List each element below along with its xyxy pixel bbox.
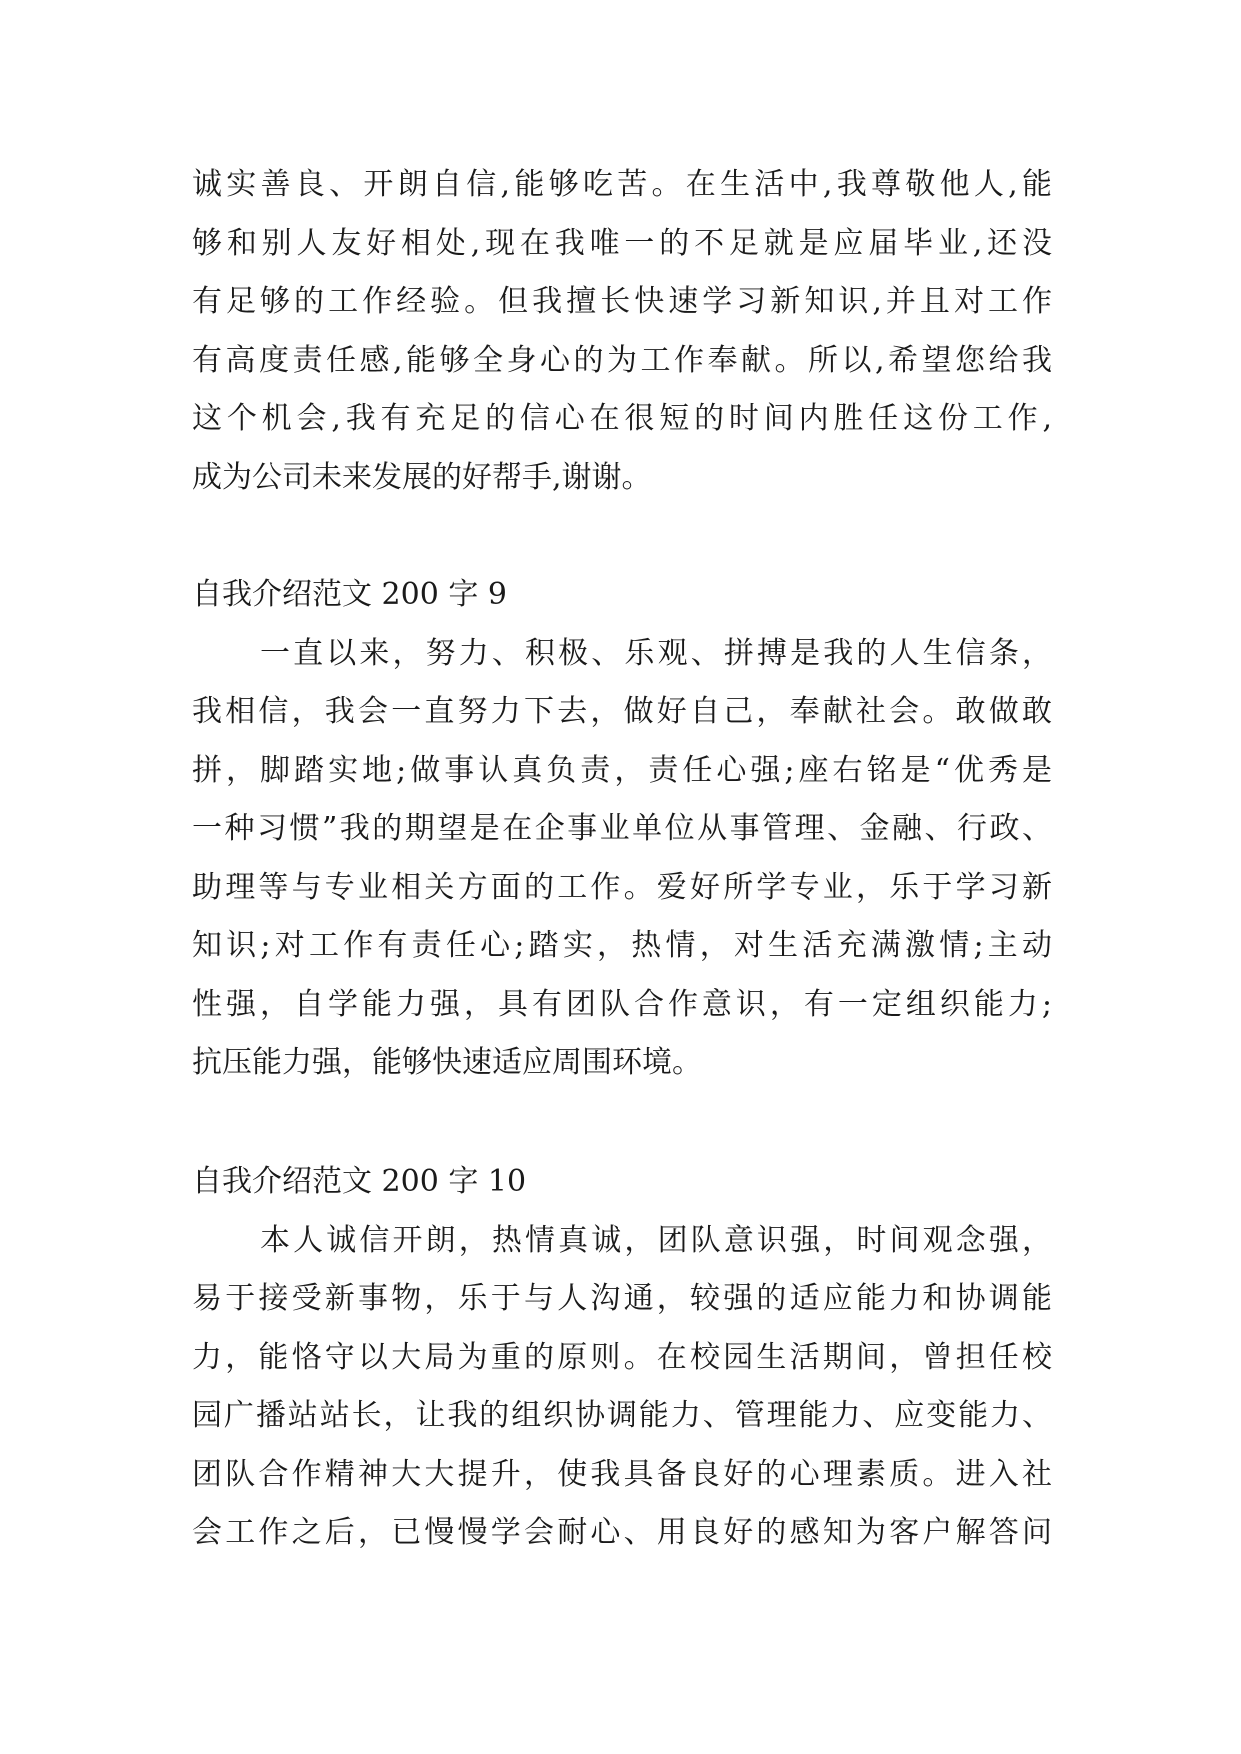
paragraph-line: 会工作之后，已慢慢学会耐心、用良好的感知为客户解答问: [192, 1515, 1052, 1550]
paragraph-line: 性强，自学能力强，具有团队合作意识，有一定组织能力;: [192, 986, 1052, 1022]
paragraph-line: 拼，脚踏实地;做事认真负责，责任心强;座右铭是“优秀是: [192, 752, 1052, 788]
paragraph-line: 一直以来，努力、积极、乐观、拼搏是我的人生信条，: [260, 635, 1052, 671]
paragraph-intro-continued: [192, 156, 1052, 507]
paragraph-line: 团队合作精神大大提升，使我具备良好的心理素质。进入社: [192, 1456, 1052, 1492]
paragraph-line: 这个机会,我有充足的信心在很短的时间内胜任这份工作,: [192, 401, 1052, 436]
paragraph-line: 力，能恪守以大局为重的原则。在校园生活期间，曾担任校: [192, 1339, 1052, 1375]
paragraph-line: 知识;对工作有责任心;踏实，热情，对生活充满激情;主动: [192, 928, 1052, 963]
section-9: [192, 566, 1052, 1093]
paragraph-line: 一种习惯”我的期望是在企事业单位从事管理、金融、行政、: [192, 811, 1052, 846]
paragraph-line: 诚实善良、开朗自信,能够吃苦。在生活中,我尊敬他人,能: [192, 167, 1052, 202]
paragraph-line: 有足够的工作经验。但我擅长快速学习新知识,并且对工作: [192, 284, 1052, 319]
paragraph-line: 抗压能力强，能够快速适应周围环境。: [192, 1045, 702, 1080]
paragraph-line: 园广播站站长，让我的组织协调能力、管理能力、应变能力、: [192, 1398, 1052, 1433]
section-10: [192, 1153, 1052, 1563]
section-heading: 自我介绍范文 200 字 10: [192, 1164, 527, 1199]
section-heading: 自我介绍范文 200 字 9: [192, 577, 507, 612]
paragraph-line: 助理等与专业相关方面的工作。爱好所学专业，乐于学习新: [192, 869, 1052, 905]
paragraph-line: 我相信，我会一直努力下去，做好自己，奉献社会。敢做敢: [192, 694, 1052, 729]
paragraph-line: 易于接受新事物，乐于与人沟通，较强的适应能力和协调能: [192, 1281, 1052, 1316]
paragraph-line: 有高度责任感,能够全身心的为工作奉献。所以,希望您给我: [192, 342, 1052, 378]
paragraph-line: 本人诚信开朗，热情真诚，团队意识强，时间观念强，: [260, 1222, 1052, 1258]
paragraph-line: 够和别人友好相处,现在我唯一的不足就是应届毕业,还没: [192, 225, 1052, 261]
paragraph-line: 成为公司未来发展的好帮手,谢谢。: [192, 459, 652, 495]
